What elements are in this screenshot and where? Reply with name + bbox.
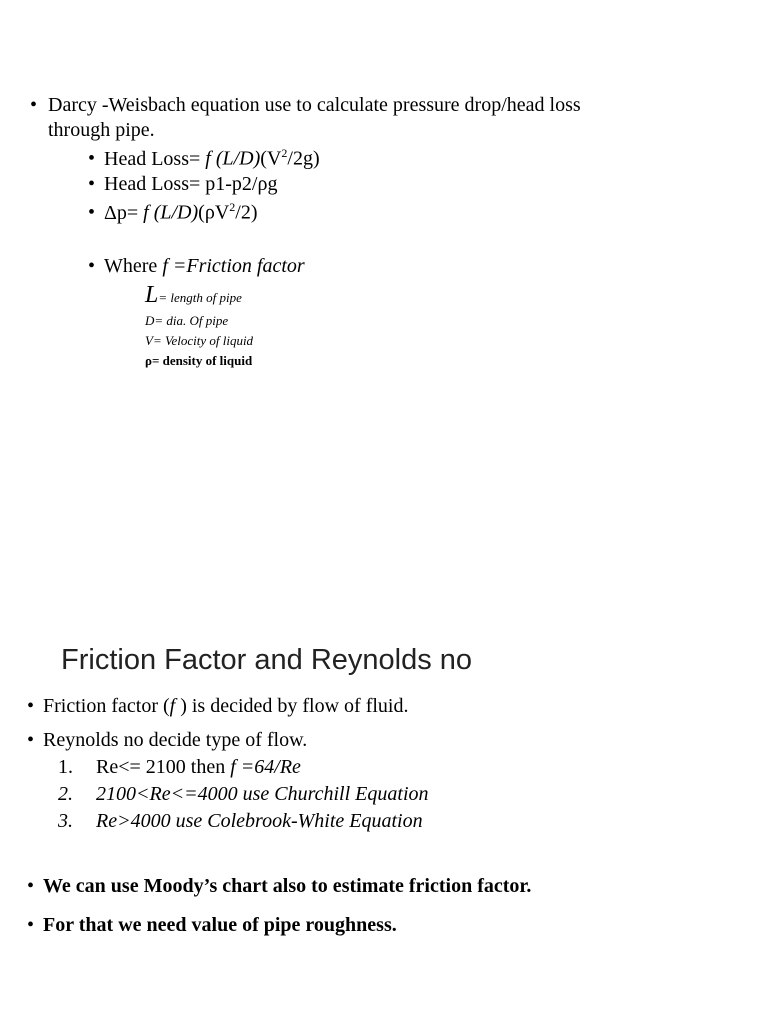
eq3-label: Δp= bbox=[104, 201, 144, 224]
def-length bbox=[145, 282, 242, 309]
eq3-f: f bbox=[143, 201, 149, 224]
where-rest: =Friction factor bbox=[167, 255, 305, 277]
def-L-text: = length of pipe bbox=[158, 290, 242, 305]
bullet-darcy bbox=[30, 94, 37, 117]
where-line bbox=[88, 255, 305, 278]
b1-post: ) is decided by flow of fluid. bbox=[175, 695, 409, 717]
eq1-sup: 2 bbox=[281, 146, 288, 160]
list-item-1 bbox=[58, 756, 301, 779]
equation-head-loss-1 bbox=[88, 146, 320, 171]
bullet-dot: • bbox=[27, 914, 35, 936]
bullet-moody bbox=[27, 875, 531, 898]
list-num-2: 2. bbox=[58, 783, 73, 805]
eq3-sup: 2 bbox=[229, 200, 236, 214]
list-num-3: 3. bbox=[58, 810, 73, 832]
bullet-dot: • bbox=[27, 729, 35, 751]
equation-delta-p bbox=[88, 200, 257, 225]
list-1-pre: Re<= 2100 then bbox=[96, 756, 231, 778]
bullet-roughness bbox=[27, 914, 397, 937]
bullet-reynolds bbox=[27, 729, 307, 752]
def-velocity: V= Velocity of liquid bbox=[145, 333, 254, 348]
def-L-symbol: L bbox=[145, 282, 159, 308]
bullet-dot: • bbox=[88, 255, 96, 277]
list-1-f: f bbox=[230, 756, 236, 778]
intro-line-2: through pipe. bbox=[48, 119, 155, 141]
eq1-f: f bbox=[205, 147, 211, 170]
where-label: Where bbox=[104, 255, 163, 277]
bullet-dot: • bbox=[27, 875, 35, 897]
eq2-label: Head Loss= p1-p2/ρg bbox=[104, 173, 278, 195]
list-1-post: =64/Re bbox=[235, 756, 301, 778]
bullet-dot: • bbox=[88, 147, 96, 170]
b3-text: We can use Moody’s chart also to estimate friction factor. bbox=[43, 875, 532, 897]
list-3-text: Re>4000 use Colebrook-White Equation bbox=[96, 810, 423, 832]
eq1-label: Head Loss= bbox=[104, 147, 206, 170]
bullet-friction-factor bbox=[27, 695, 408, 718]
b1-f: f bbox=[169, 695, 176, 717]
bullet-dot: • bbox=[27, 695, 35, 717]
b2-text: Reynolds no decide type of flow. bbox=[43, 729, 308, 751]
list-num-1: 1. bbox=[58, 756, 73, 778]
list-item-2 bbox=[58, 783, 429, 806]
intro-line-1: Darcy -Weisbach equation use to calculate pressure drop/head loss bbox=[48, 94, 581, 116]
eq3-tail: /2) bbox=[235, 201, 258, 224]
b4-text: For that we need value of pipe roughness. bbox=[43, 914, 397, 936]
equation-head-loss-2 bbox=[88, 173, 277, 196]
list-2-text: 2100<Re<=4000 use Churchill Equation bbox=[96, 783, 429, 805]
def-diameter: D= dia. Of pipe bbox=[145, 313, 229, 328]
b1-pre: Friction factor ( bbox=[43, 695, 170, 717]
eq3-rest: (ρV bbox=[198, 201, 230, 224]
where-f: f bbox=[162, 255, 168, 277]
bullet-dot: • bbox=[88, 173, 96, 195]
bullet-dot: • bbox=[30, 94, 38, 116]
eq1-ld: (L/D) bbox=[210, 147, 261, 170]
eq1-tail: /2g) bbox=[287, 147, 320, 170]
bullet-dot: • bbox=[88, 201, 96, 224]
eq3-ld: (L/D) bbox=[148, 201, 199, 224]
list-item-3 bbox=[58, 810, 423, 833]
slide-title: Friction Factor and Reynolds no bbox=[61, 644, 473, 676]
def-density: ρ= density of liquid bbox=[145, 353, 253, 368]
eq1-rest: (V bbox=[260, 147, 282, 170]
